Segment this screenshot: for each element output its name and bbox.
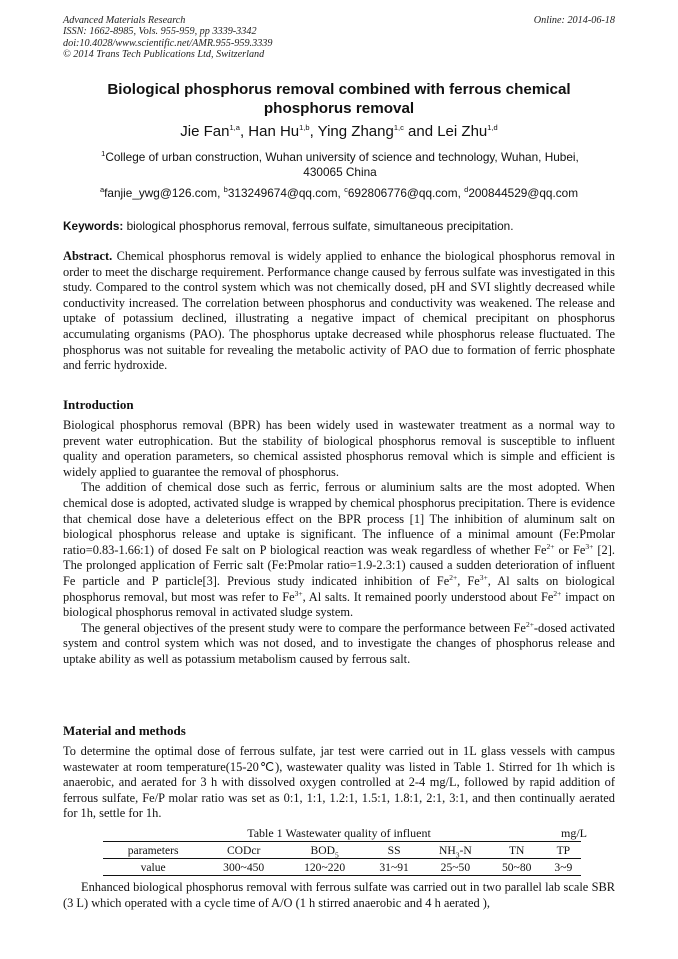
- author-conjunction: and: [408, 123, 434, 140]
- affiliation: [80, 150, 600, 180]
- table-header-cell: parameters: [103, 842, 203, 859]
- table-unit: mg/L: [561, 826, 587, 840]
- affiliation-text: College of urban construction, Wuhan university of science and technology, Wuhan, Hubei, 430065 China: [105, 150, 579, 179]
- text-run: The addition of chemical dose such as ferric, ferrous or aluminium salts are the most adopted. When chemical dose is adopted, activated sludge is wrapped by chemical phosphorus precipitation. There is evidence that chemical dose have a deleterious effect on the BPR process [1] The inhibition of aluminum salt on biological phosphorus release and uptake is significant. The influence of a minimal amount (Fe:Pmolar ratio=0.83-1.66:1) of dosed Fe salt on P biological reaction was weak regardless of whether Fe: [63, 480, 615, 557]
- keywords-label: Keywords:: [63, 219, 124, 233]
- keywords: [63, 219, 615, 234]
- abstract-text: Chemical phosphorus removal is widely applied to enhance the biological phosphorus removal in order to meet the discharge requirement. Performance change caused by ferrous sulfate was investigated in this study. Compared to the control system which was not chemically dosed, pH and SVI slightly decreased while conductivity increased. The correlation between phosphorus and conductivity was weakened. The release and uptake of potassium declined, illustrating a negative impact of chemical precipitant on phosphorus accumulating organisms (PAO). The phosphorus uptake decreased while phosphorus release fluctuated. The phosphorus was not suitable for revealing the metabolic activity of PAO due to formation of ferric phosphate and ferric hydroxide.: [63, 249, 615, 373]
- header-sub: 3: [455, 849, 460, 859]
- title-line-1: Biological phosphorus removal combined with ferrous chemical: [107, 81, 571, 98]
- charge-sup: 3+: [585, 541, 594, 551]
- charge-sup: 2+: [546, 541, 555, 551]
- table-cell: 25~50: [423, 859, 488, 876]
- text-run: -dosed activated system and control system which was not dosed, and to investigate the changes of phosphorus release and uptake ability as well as potassium metabolism caused by ferrous salt.: [63, 620, 615, 666]
- text-run: , Al salts on biological phosphorus removal, but most was refer to Fe: [63, 573, 615, 604]
- journal-header: [63, 15, 615, 61]
- author-affil-mark: 1,a: [229, 123, 240, 132]
- table-title: Table 1 Wastewater quality of influent: [247, 826, 431, 840]
- email-link[interactable]: 200844529@qq.com: [468, 186, 579, 200]
- abstract: [63, 249, 615, 374]
- text-run: impact on biological phosphorus removal in activated sludge system.: [63, 589, 615, 620]
- table-header-cell: [423, 842, 488, 859]
- author-name: Han Hu: [248, 123, 300, 140]
- author-name: Lei Zhu: [437, 123, 488, 140]
- author-name: Ying Zhang: [317, 123, 394, 140]
- text-run: , Al salts. It remained poorly understood about Fe: [302, 589, 554, 604]
- header-sub: 5: [334, 849, 339, 859]
- charge-sup: 2+: [449, 572, 458, 582]
- methods-paragraph: Enhanced biological phosphorus removal with ferrous sulfate was carried out in two parallel lab scale SBR (3 L) which operated with a cycle time of A/O (1 h stirred anaerobic and 4 h aerated ),: [63, 880, 615, 910]
- charge-sup: 3+: [294, 588, 303, 598]
- email-mark: c: [344, 185, 348, 195]
- author-list: Jie Fan$^{1,a}$, Han Hu$^{1,b}$, Ying Zhang$^{1,c}$ and Lei Zhu$^{1,d}$: [180, 123, 498, 140]
- email-mark: d: [464, 185, 469, 195]
- table-cell: 50~80: [488, 859, 546, 876]
- text-run: The general objectives of the present study were to compare the performance between Fe: [81, 620, 526, 635]
- author-name: Jie Fan: [180, 123, 230, 140]
- text-run: or Fe: [554, 542, 586, 557]
- copyright-line: © 2014 Trans Tech Publications Ltd, Switzerland: [63, 49, 265, 61]
- introduction-body: [63, 418, 615, 668]
- text-run: [2]. The prolonged application of Ferric salt (Fe:Pmolar ratio=1.9-2.3:1) caused a sudden deterioration of influent Fe particle and P particle[3]. Previous study indicated inhibition of Fe: [63, 542, 615, 588]
- table-row: [103, 859, 581, 876]
- author-affil-mark: 1,d: [487, 123, 498, 132]
- affiliation-mark: 1: [101, 149, 106, 159]
- issn-line: ISSN: 1662-8985, Vols. 955-959, pp 3339-3342: [63, 26, 257, 38]
- table-header-cell: SS: [365, 842, 423, 859]
- table-cell: 3~9: [546, 859, 581, 876]
- email-link[interactable]: 692806776@qq.com,: [347, 186, 461, 200]
- email-mark: b: [223, 185, 228, 195]
- table-header-cell: [284, 842, 365, 859]
- table-header-cell: TP: [546, 842, 581, 859]
- wastewater-quality-table: [103, 841, 581, 876]
- table-header-cell: CODcr: [203, 842, 284, 859]
- online-date: Online: 2014-06-18: [533, 15, 615, 26]
- header-text: NH: [439, 843, 456, 857]
- paragraph: Biological phosphorus removal (BPR) has been widely used in wastewater treatment as a normal way to prevent water eutrophication. But the stability of biological phosphorus removal is susceptible to influent quality and operation parameters, so chemical assisted phosphorus removal which is simple and efficient is widely applied to guarantee the removal of phosphorus.: [63, 418, 615, 479]
- table-caption: [63, 826, 615, 840]
- paper-title: [63, 80, 615, 118]
- paragraph: [63, 480, 615, 620]
- email-mark: a: [99, 185, 105, 195]
- section-heading-introduction: Introduction: [63, 397, 134, 412]
- table-cell: 300~450: [203, 859, 284, 876]
- title-line-2: phosphorus removal: [263, 100, 415, 117]
- abstract-label: Abstract.: [63, 249, 113, 263]
- charge-sup: 3+: [479, 572, 488, 582]
- charge-sup: 2+: [525, 619, 534, 629]
- header-text: BOD: [310, 843, 335, 857]
- author-affil-mark: 1,c: [393, 123, 404, 132]
- table-header-cell: TN: [488, 842, 546, 859]
- paragraph: [63, 621, 615, 668]
- section-heading-methods: Material and methods: [63, 723, 186, 738]
- author-affil-mark: 1,b: [299, 123, 310, 132]
- header-text: -N: [459, 843, 472, 857]
- email-link[interactable]: fanjie_ywg@126.com,: [104, 186, 221, 200]
- methods-paragraph: To determine the optimal dose of ferrous sulfate, jar test were carried out in 1L glass vessels with campus wastewater at room temperature(15-20℃), wastewater quality was listed in Table 1. Stirred for 1h which is anaerobic, and aerated for 3 h with dissolved oxygen controlled at 2-4 mg/L, followed by rapid addition of ferrous sulfate, Fe/P molar ratio was set as 0:1, 1:1, 1.2:1, 1.5:1, 1.8:1, 2:1, 3:1, and then continually aerated for 1h, settle for 1h.: [63, 744, 615, 821]
- table-cell: 120~220: [284, 859, 365, 876]
- journal-name: Advanced Materials Research: [63, 15, 186, 26]
- charge-sup: 2+: [553, 588, 562, 598]
- keywords-text: biological phosphorus removal, ferrous sulfate, simultaneous precipitation.: [126, 219, 514, 233]
- table-cell: value: [103, 859, 203, 876]
- doi-line: doi:10.4028/www.scientific.net/AMR.955-959.3339: [63, 37, 273, 49]
- table-header-row: [103, 842, 581, 859]
- email-link[interactable]: 313249674@qq.com,: [227, 186, 341, 200]
- author-emails: [63, 186, 615, 201]
- text-run: , Fe: [457, 573, 480, 588]
- table-cell: 31~91: [365, 859, 423, 876]
